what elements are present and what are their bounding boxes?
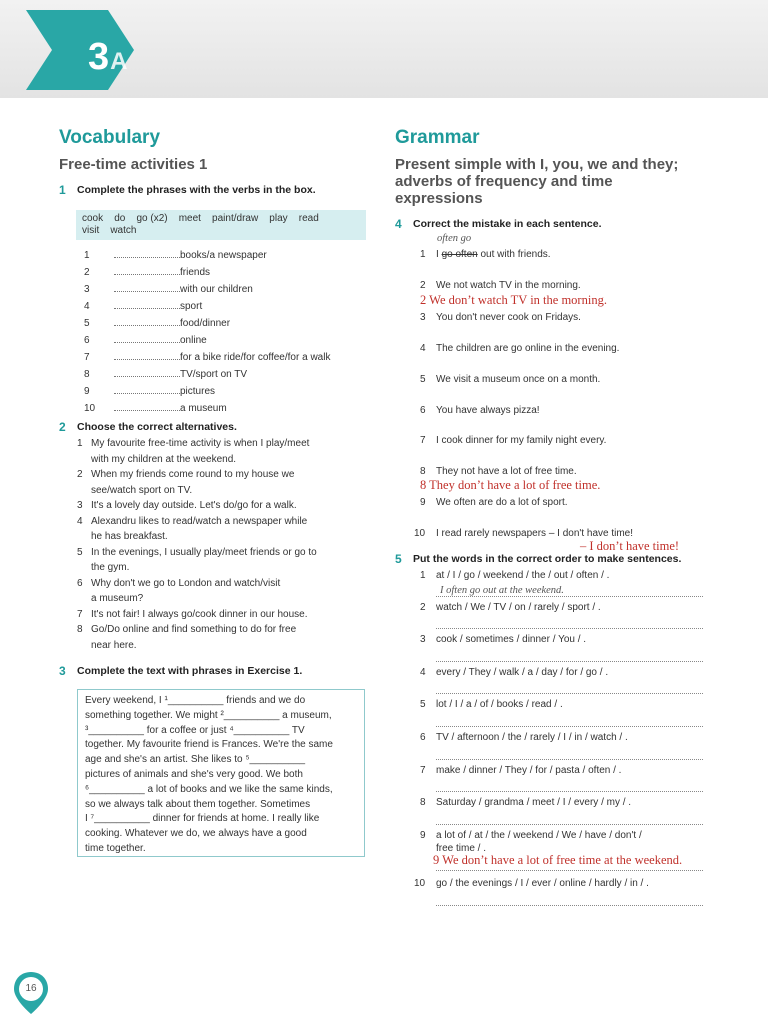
grammar-title: Grammar [395, 127, 480, 148]
sentence: 4 The children are go online in the evening. [420, 343, 620, 354]
sentence-1: 1 I go often out with friends. [420, 249, 551, 260]
answer-line[interactable] [436, 905, 703, 906]
list-item: 5 food/dinner [84, 315, 330, 332]
word-box-line: cook do go (x2) meet paint/draw play read [82, 213, 319, 224]
answer-line[interactable] [436, 759, 703, 760]
list-item: 6 TV / afternoon / the / rarely / I / in / watch / . [420, 732, 628, 743]
answer-blank[interactable] [114, 315, 180, 326]
list-item: 7 It's not fair! I always go/cook dinner in our house. [77, 608, 308, 620]
list-item: 2 watch / We / TV / on / rarely / sport / . [420, 602, 601, 613]
list-item: 5 In the evenings, I usually play/meet friends or go to [77, 546, 317, 558]
list-item: 4 Alexandru likes to read/watch a newspaper while [77, 515, 308, 527]
list-item: 3 It's a lovely day outside. Let's do/go for a walk. [77, 500, 297, 511]
vocabulary-title: Vocabulary [59, 127, 161, 148]
answer-line[interactable] [436, 870, 703, 871]
list-item: see/watch sport on TV. [91, 484, 193, 496]
sentence: 7 I cook dinner for my family night every. [420, 435, 607, 446]
list-item: 5 lot / I / a / of / books / read / . [420, 699, 563, 710]
word-box-line: visit watch [82, 225, 137, 236]
exercise-2-list [77, 436, 367, 653]
answer-blank[interactable] [114, 349, 180, 360]
sentence: 5 We visit a museum once on a month. [420, 374, 601, 385]
answer-line[interactable] [436, 661, 703, 662]
list-item: 2 When my friends come round to my house we [77, 469, 295, 480]
answer-line[interactable] [436, 628, 703, 629]
sentence: 9 We often are do a lot of sport. [420, 497, 568, 508]
list-item: 1 My favourite free-time activity is when I play/meet [77, 438, 310, 449]
sentence: 10 I read rarely newspapers – I don't have time! [414, 528, 634, 539]
handwritten-answer: 9 We don’t have a lot of free time at the weekend. [433, 853, 683, 867]
page-number-badge [12, 970, 50, 1016]
list-item: 10 a museum [84, 400, 330, 417]
list-item: near here. [91, 639, 137, 651]
list-item: 1 books/a newspaper [84, 247, 330, 264]
example-answer: I often go out at the weekend. [440, 585, 564, 596]
list-item: 3 with our children [84, 281, 330, 298]
unit-badge [26, 10, 134, 90]
answer-blank[interactable] [114, 298, 180, 309]
list-item: 7 make / dinner / They / for / pasta / often / . [420, 765, 622, 776]
list-item: the gym. [91, 562, 130, 573]
grammar-subtitle-line: Present simple with I, you, we and they; [395, 156, 679, 173]
answer-blank[interactable] [114, 281, 180, 292]
text-line: so we always talk about them together. Sometimes [85, 798, 311, 810]
gap-fill-text [85, 694, 333, 857]
text-line: ⁶__________ a lot of books and we like the same kinds, [85, 783, 333, 795]
sentence: 8 They not have a lot of free time. [420, 466, 577, 477]
exercise-number: 1 [59, 183, 66, 197]
text-line: I ⁷__________ dinner for friends at home. I really like [85, 813, 320, 825]
list-item: 10 go / the evenings / I / ever / online / hardly / in / . [414, 878, 649, 889]
list-item: he has breakfast. [91, 531, 168, 542]
text-line: something together. We might ²__________ a museum, [85, 709, 332, 721]
list-item-continued: free time / . [436, 843, 487, 854]
list-item: 8 TV/sport on TV [84, 366, 330, 383]
exercise-number: 5 [395, 552, 402, 566]
text-line: together. My favourite friend is Frances. We're the same [85, 739, 333, 751]
struck-words: go often [441, 249, 478, 260]
answer-line[interactable] [436, 726, 703, 727]
list-item: 8 Saturday / grandma / meet / I / every / my / . [420, 797, 632, 808]
answer-line[interactable] [436, 596, 703, 597]
answer-line[interactable] [436, 791, 703, 792]
exercise-instruction: Correct the mistake in each sentence. [413, 218, 602, 230]
sentence: 3 You don't never cook on Fridays. [420, 312, 581, 323]
answer-line[interactable] [436, 824, 703, 825]
vocabulary-subtitle: Free-time activities 1 [59, 156, 208, 173]
exercise-instruction: Choose the correct alternatives. [77, 421, 237, 433]
list-item: 8 Go/Do online and find something to do for free [77, 624, 297, 635]
text-line: ³__________ for a coffee or just ⁴__________ TV [85, 724, 305, 736]
text-line: age and she's an artist. She likes to ⁵__________ [85, 754, 306, 766]
grammar-subtitle-line: adverbs of frequency and time [395, 173, 613, 190]
page-number: 16 [25, 983, 37, 994]
list-item: 9 a lot of / at / the / weekend / We / have / don't / [420, 830, 642, 841]
answer-blank[interactable] [114, 366, 180, 377]
list-item: a museum? [91, 593, 144, 604]
text-line: pictures of animals and she's very good. We both [85, 768, 303, 780]
list-item: 4 sport [84, 298, 330, 315]
answer-blank[interactable] [114, 247, 180, 258]
handwritten-answer: 2 We don’t watch TV in the morning. [420, 293, 607, 307]
exercise-1-list [84, 247, 330, 417]
sentence: 6 You have always pizza! [420, 405, 540, 416]
list-item: 9 pictures [84, 383, 330, 400]
list-item: 6 online [84, 332, 330, 349]
answer-blank[interactable] [114, 383, 180, 394]
list-item: 3 cook / sometimes / dinner / You / . [420, 634, 587, 645]
text-line: time together. [85, 842, 146, 854]
text-line: Every weekend, I ¹__________ friends and we do [85, 695, 306, 706]
exercise-instruction: Put the words in the correct order to make sentences. [413, 553, 682, 565]
list-item: 2 friends [84, 264, 330, 281]
answer-blank[interactable] [114, 400, 180, 411]
answer-blank[interactable] [114, 264, 180, 275]
text-line: cooking. Whatever we do, we always have a good [85, 828, 307, 840]
list-item: 1 at / I / go / weekend / the / out / often / . [420, 570, 610, 581]
handwritten-answer: 8 They don’t have a lot of free time. [420, 478, 601, 492]
answer-blank[interactable] [114, 332, 180, 343]
exercise-number: 4 [395, 217, 402, 231]
sentence: 2 We not watch TV in the morning. [420, 280, 581, 291]
list-item: 4 every / They / walk / a / day / for / go / . [420, 667, 609, 678]
gap-fill-text-box [77, 689, 365, 857]
list-item: with my children at the weekend. [91, 453, 237, 465]
exercise-instruction: Complete the phrases with the verbs in the box. [77, 184, 316, 196]
exercise-number: 2 [59, 420, 66, 434]
list-item: 6 Why don't we go to London and watch/visit [77, 577, 281, 589]
list-item: 7 for a bike ride/for coffee/for a walk [84, 349, 330, 366]
exercise-number: 3 [59, 664, 66, 678]
word-box [76, 210, 366, 240]
exercise-instruction: Complete the text with phrases in Exercise 1. [77, 665, 303, 677]
answer-line[interactable] [436, 693, 703, 694]
handwritten-correction: often go [437, 233, 472, 244]
unit-label: 3A [88, 36, 127, 78]
grammar-subtitle-line: expressions [395, 190, 483, 207]
handwritten-answer: – I don’t have time! [580, 539, 680, 553]
